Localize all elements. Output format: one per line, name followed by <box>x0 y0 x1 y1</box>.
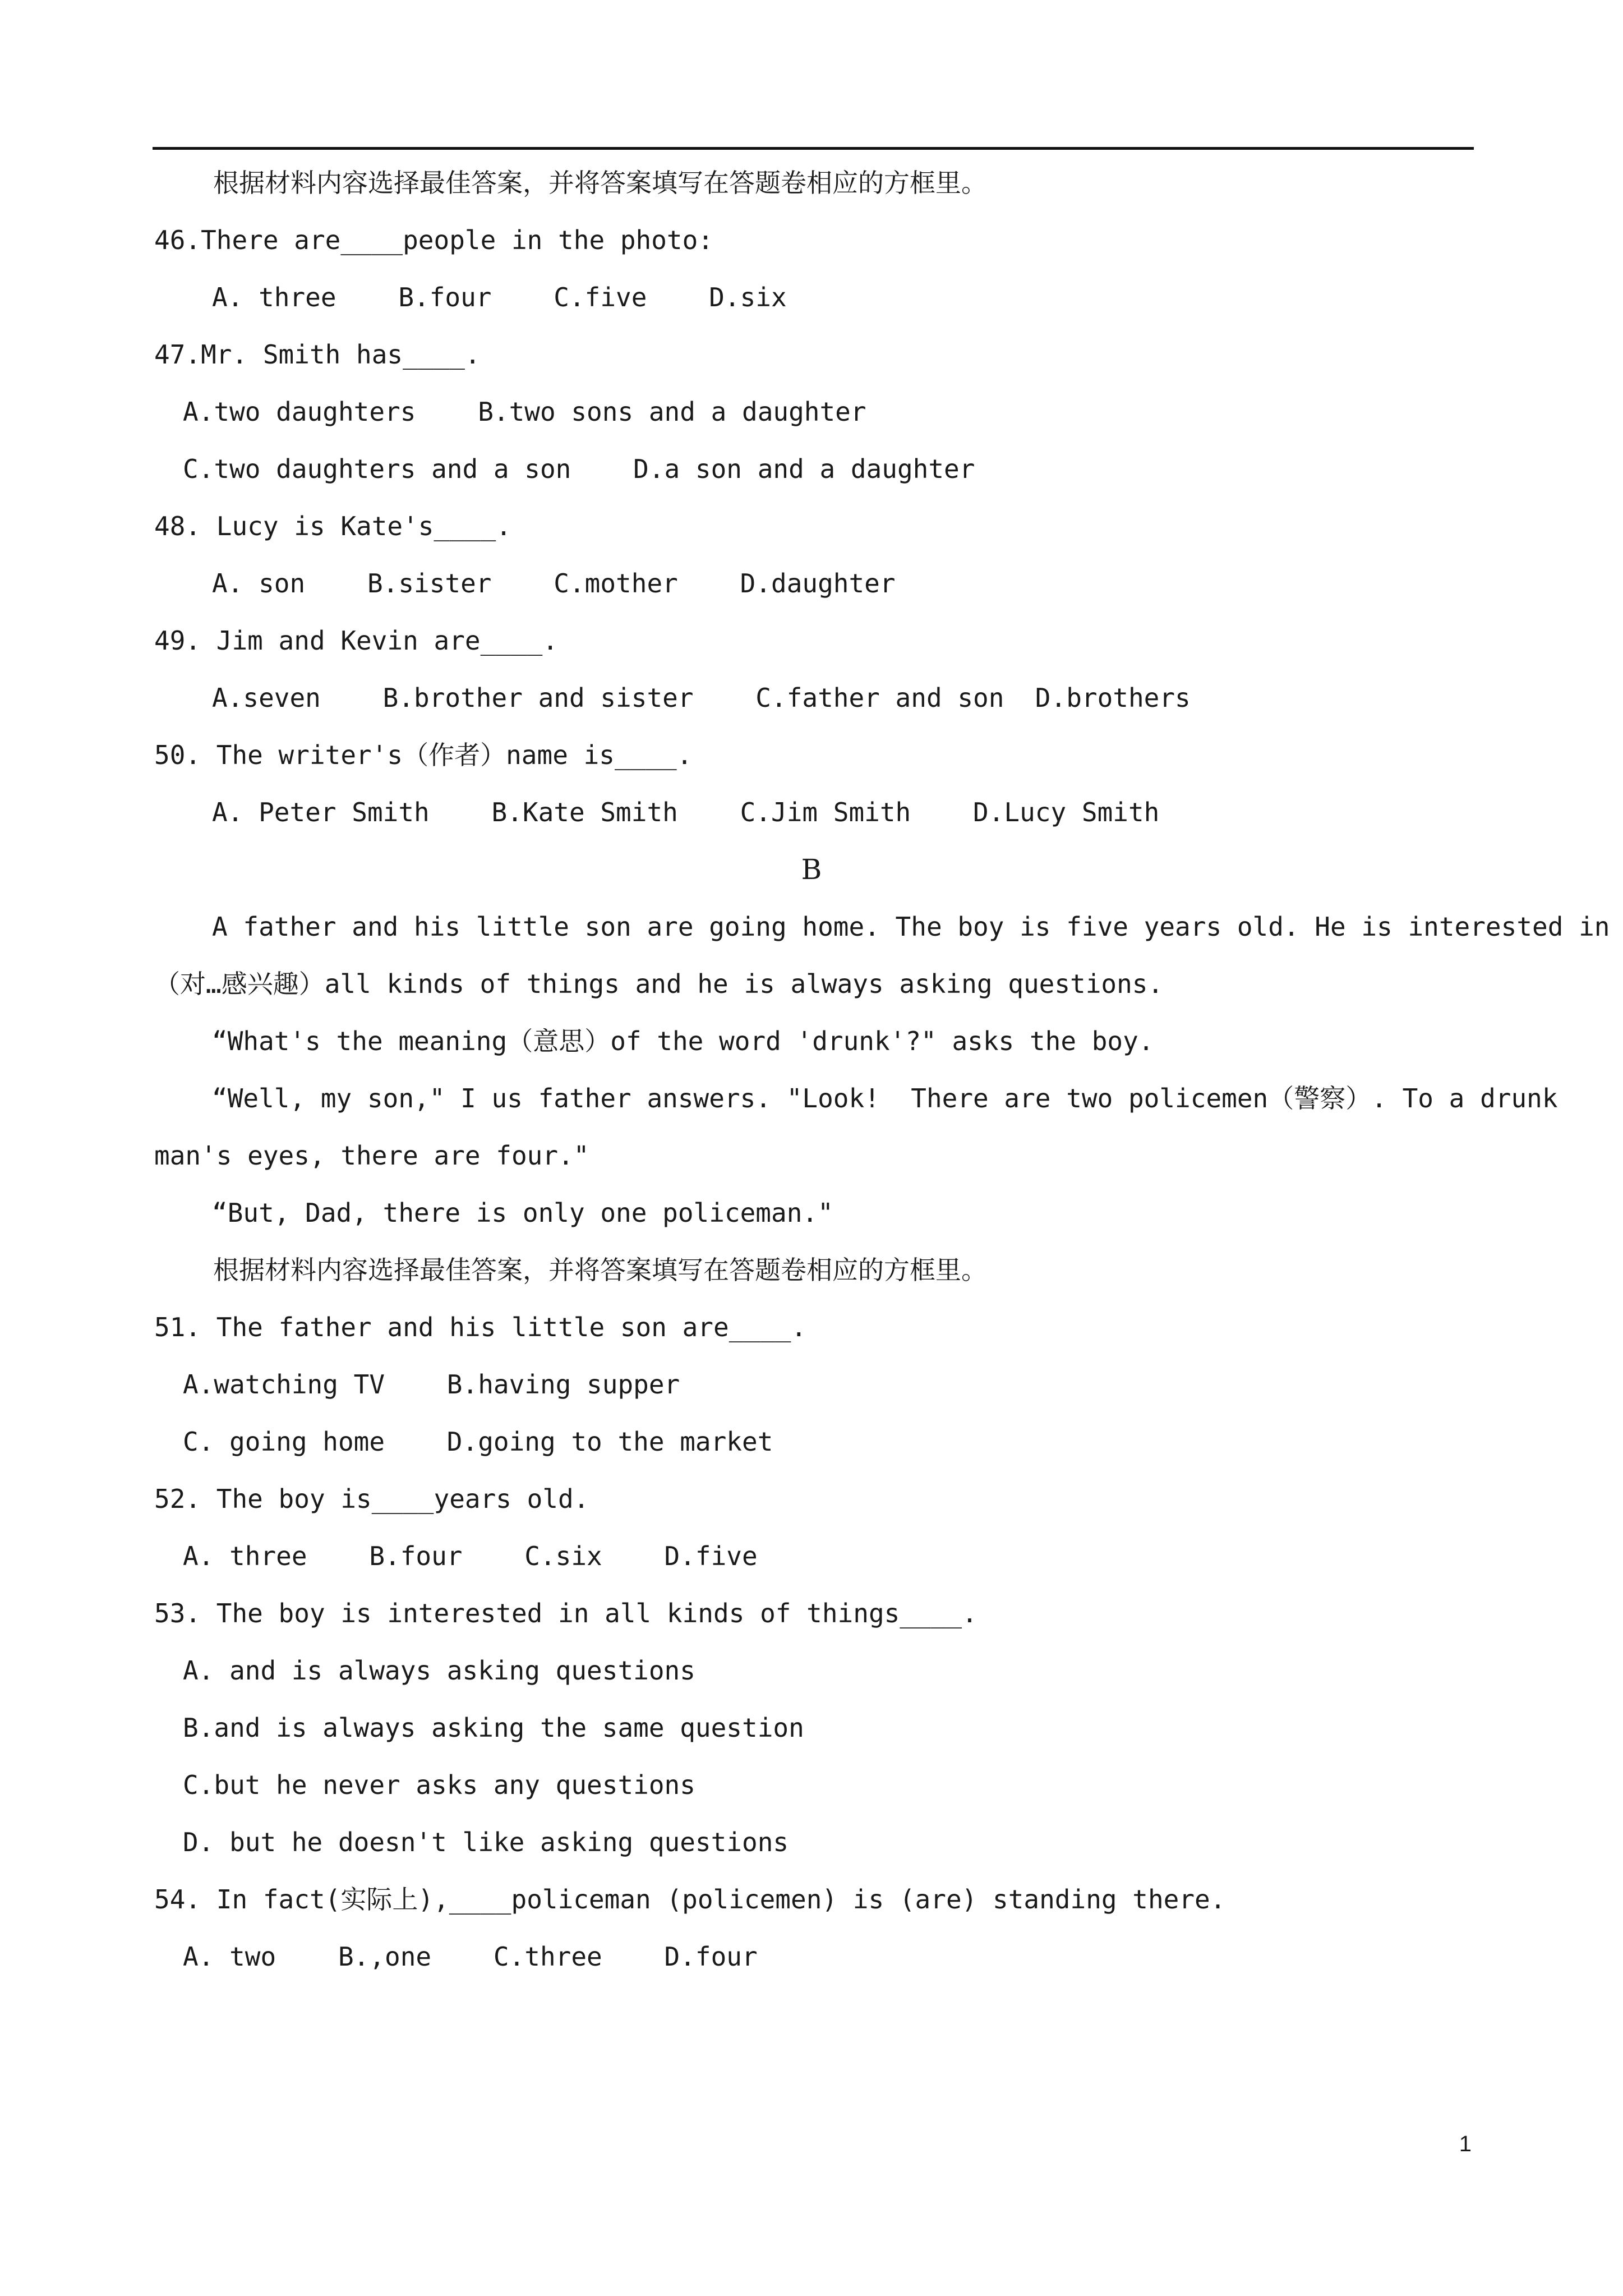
question-50: 50. The writer's（作者）name is____. <box>154 740 693 770</box>
question-47: 47.Mr. Smith has____. <box>154 339 481 370</box>
question-51: 51. The father and his little son are____. <box>154 1312 807 1342</box>
options-47-row2: C.two daughters and a son D.a son and a daughter <box>183 454 975 484</box>
question-53: 53. The boy is interested in all kinds of things____. <box>154 1598 978 1628</box>
options-50: A. Peter Smith B.Kate Smith C.Jim Smith D.Lucy Smith <box>212 797 1160 827</box>
passage-line-2: （对…感兴趣）all kinds of things and he is always asking questions. <box>154 969 1164 999</box>
page-number: 1 <box>1459 2132 1472 2156</box>
passage-line-4: “Well, my son," I us father answers. "Look! There are two policemen（警察）. To a drunk <box>212 1083 1558 1114</box>
question-49: 49. Jim and Kevin are____. <box>154 625 559 656</box>
passage-line-5: man's eyes, there are four." <box>154 1140 589 1171</box>
option-53-a: A. and is always asking questions <box>183 1655 695 1686</box>
section-b-heading: B <box>801 853 822 886</box>
option-53-b: B.and is always asking the same question <box>183 1713 804 1743</box>
instruction-a: 根据材料内容选择最佳答案，并将答案填写在答题卷相应的方框里。 <box>213 168 987 198</box>
options-54: A. two B.,one C.three D.four <box>183 1941 758 1972</box>
options-51-row1: A.watching TV B.having supper <box>183 1369 680 1400</box>
header-rule <box>153 147 1474 150</box>
passage-line-6: “But, Dad, there is only one policeman." <box>212 1198 833 1228</box>
options-51-row2: C. going home D.going to the market <box>183 1427 773 1457</box>
passage-line-1: A father and his little son are going home. The boy is five years old. He is interested in <box>212 912 1610 942</box>
options-47-row1: A.two daughters B.two sons and a daughter <box>183 397 866 427</box>
instruction-b: 根据材料内容选择最佳答案，并将答案填写在答题卷相应的方框里。 <box>213 1255 987 1285</box>
question-54: 54. In fact(实际上),____policeman (policemen) is (are) standing there. <box>154 1884 1226 1915</box>
options-49: A.seven B.brother and sister C.father and son D.brothers <box>212 683 1191 713</box>
option-53-c: C.but he never asks any questions <box>183 1770 695 1800</box>
question-46: 46.There are____people in the photo: <box>154 225 713 255</box>
question-48: 48. Lucy is Kate's____. <box>154 511 511 541</box>
options-48: A. son B.sister C.mother D.daughter <box>212 568 896 599</box>
options-46: A. three B.four C.five D.six <box>212 282 787 312</box>
option-53-d: D. but he doesn't like asking questions <box>183 1827 789 1857</box>
passage-line-3: “What's the meaning（意思）of the word 'drunk'?" asks the boy. <box>212 1026 1154 1056</box>
question-52: 52. The boy is____years old. <box>154 1484 589 1514</box>
options-52: A. three B.four C.six D.five <box>183 1541 758 1571</box>
